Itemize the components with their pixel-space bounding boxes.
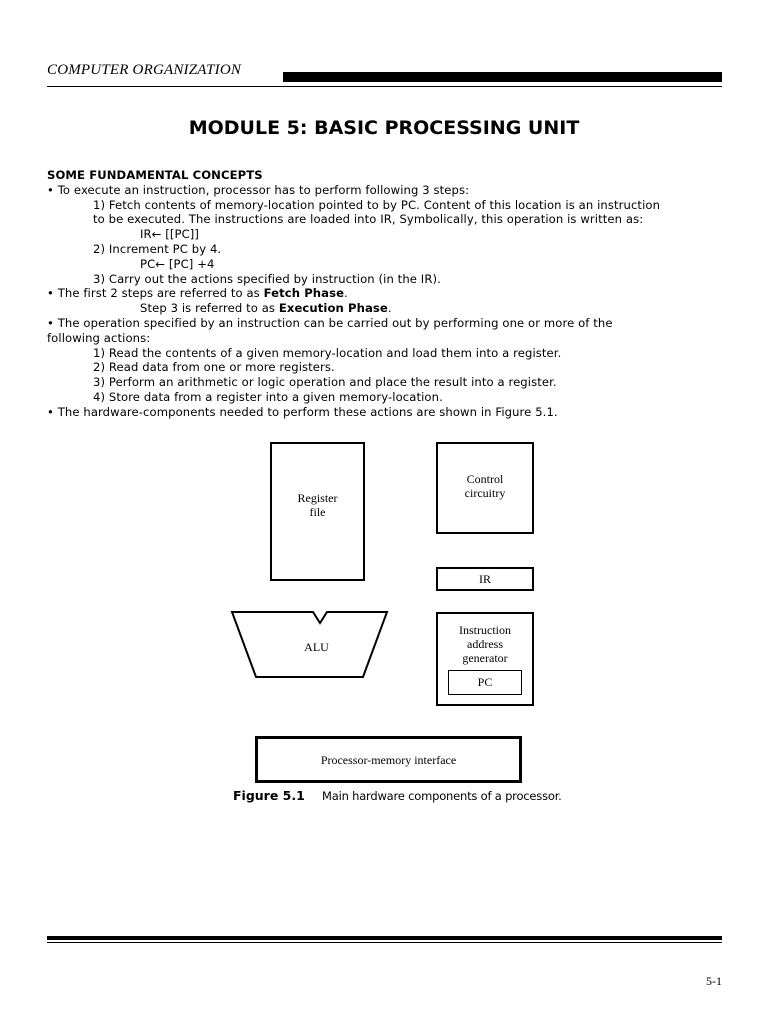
step-3: 3) Carry out the actions specified by instruction (in the IR). (93, 271, 441, 286)
execution-phase-term: Execution Phase (278, 301, 388, 316)
iag-label: address (467, 637, 503, 651)
iag-label: Instruction (459, 623, 511, 637)
control-circuitry-box (436, 442, 534, 534)
figure-caption-text: Main hardware components of a processor. (322, 789, 562, 803)
action-4: 4) Store data from a register into a given memory-location. (93, 389, 443, 404)
action-1: 1) Read the contents of a given memory-location and load them into a register. (93, 345, 562, 360)
pc-label: PC (477, 675, 493, 689)
fetch-phase-term: Fetch Phase (263, 286, 345, 301)
figure-caption-number: Figure 5.1 (233, 788, 305, 803)
action-3: 3) Perform an arithmetic or logic operation and place the result into a register. (93, 375, 557, 390)
step-1-cont: to be executed. The instructions are loaded into IR, Symbolically, this operation is written as: (93, 212, 644, 227)
ir-box (436, 567, 534, 591)
instruction-address-generator-box (436, 612, 534, 706)
step-1: 1) Fetch contents of memory-location pointed to by PC. Content of this location is an instruction (93, 197, 661, 212)
bullet-fetch-phase (47, 286, 737, 301)
header-thick-rule (283, 72, 722, 82)
footer-thin-rule (47, 942, 722, 943)
module-title: MODULE 5: BASIC PROCESSING UNIT (188, 117, 580, 139)
footer-thick-rule (47, 936, 722, 940)
text: . (344, 286, 348, 301)
execution-phase-line (47, 301, 737, 316)
bullet-hardware: • The hardware-components needed to perform these actions are shown in Figure 5.1. (47, 404, 558, 419)
bullet-steps: • To execute an instruction, processor has to perform following 3 steps: (47, 182, 470, 197)
ir-label: IR (479, 572, 491, 586)
register-file-label: Register (297, 491, 338, 505)
processor-memory-interface-box (255, 736, 522, 783)
bullet-operation-cont: following actions: (47, 330, 151, 345)
section-heading: SOME FUNDAMENTAL CONCEPTS (47, 168, 263, 182)
step-2: 2) Increment PC by 4. (93, 241, 222, 256)
header-title: COMPUTER ORGANIZATION (47, 62, 242, 78)
header-thin-rule (47, 86, 722, 87)
register-file-box (270, 442, 365, 581)
pmi-label: Processor-memory interface (320, 753, 457, 767)
control-circuitry-label: Control (466, 472, 504, 486)
text: . (387, 301, 392, 316)
step-2-formula: PC← [PC] +4 (140, 256, 215, 271)
action-2: 2) Read data from one or more registers. (93, 360, 335, 375)
pc-box (448, 670, 522, 695)
alu-label: ALU (304, 640, 329, 654)
register-file-label: file (309, 505, 326, 519)
text: Step 3 is referred to as (140, 301, 279, 316)
step-1-formula: IR← [[PC]] (140, 227, 200, 242)
body-text (47, 168, 737, 420)
bullet-operation: • The operation specified by an instruction can be carried out by performing one or more of the (47, 315, 613, 330)
control-circuitry-label: circuitry (464, 486, 506, 500)
text: • The first 2 steps are referred to as (47, 286, 264, 301)
iag-label: generator (462, 651, 508, 665)
page-number: 5-1 (706, 974, 722, 988)
